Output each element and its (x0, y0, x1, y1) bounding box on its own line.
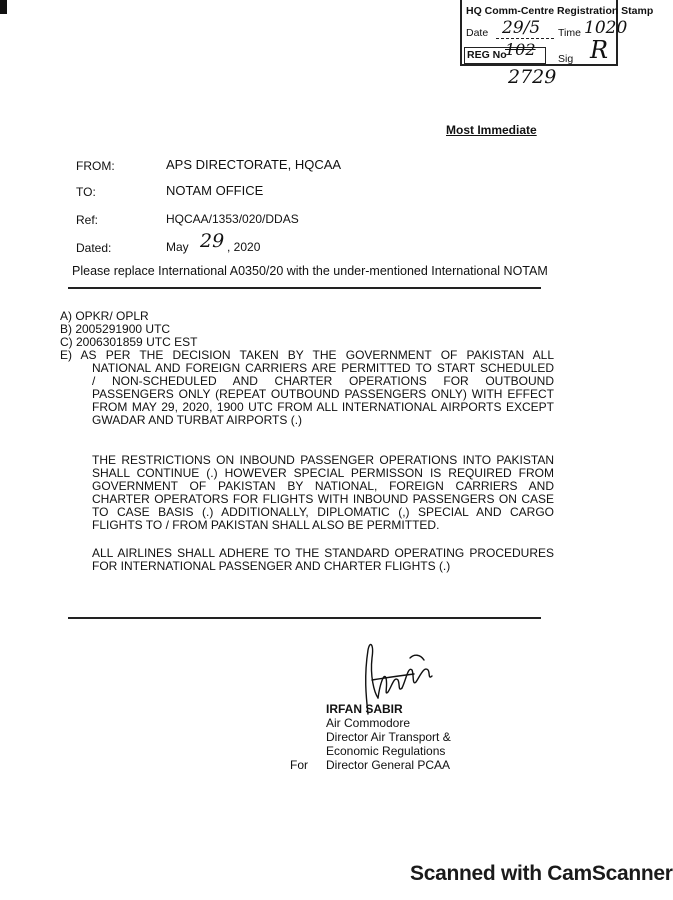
stamp-date-line (496, 38, 554, 39)
notam-paragraph-line: TO CASE BASIS (.) ADDITIONALLY, DIPLOMATIC (,) SPECIAL AND CARGO (92, 505, 554, 519)
stamp-time-label: Time (558, 27, 581, 39)
notam-paragraph-sop (92, 547, 554, 573)
notam-paragraph-line: ALL AIRLINES SHALL ADHERE TO THE STANDARD OPERATING PROCEDURES (92, 546, 554, 560)
priority-label: Most Immediate (446, 123, 537, 137)
signatory-for-label: For (290, 758, 308, 772)
signatory-title-line: Economic Regulations (326, 744, 446, 758)
stamp-date-label: Date (466, 27, 489, 39)
notam-item-e-line: FROM MAY 29, 2020, 1900 UTC FROM ALL INTERNATIONAL AIRPORTS EXCEPT (92, 400, 554, 414)
to-label: TO: (76, 185, 96, 199)
stamp-reg-value: 102 (505, 40, 536, 59)
notam-paragraph-line: FOR INTERNATIONAL PASSENGER AND CHARTER FLIGHTS (.) (92, 559, 451, 573)
stamp-date-value: 29/5 (502, 18, 541, 38)
registration-stamp (460, 0, 654, 66)
notam-item-b: B) 2005291900 UTC (60, 322, 171, 336)
notam-body (60, 310, 554, 573)
stamp-sig-label: Sig (558, 53, 574, 65)
notam-item-e-line: GWADAR AND TURBAT AIRPORTS (.) (92, 413, 303, 427)
dated-day-handwritten: 29 (200, 230, 225, 252)
notam-paragraph-line: GOVERNMENT OF PAKISTAN BY NATIONAL, FOREIGN CARRIERS AND (92, 479, 554, 493)
notam-item-e-line: E) AS PER THE DECISION TAKEN BY THE GOVERNMENT OF PAKISTAN ALL (60, 348, 554, 362)
dated-year: , 2020 (227, 240, 261, 254)
stamp-title: HQ Comm-Centre Registration Stamp (466, 5, 654, 17)
from-label: FROM: (76, 159, 115, 173)
from-value: APS DIRECTORATE, HQCAA (166, 157, 342, 172)
stamp-time-value: 1020 (584, 18, 628, 38)
notam-item-e (60, 349, 554, 427)
divider-bottom (68, 617, 541, 619)
handwritten-reg-number: 2729 (508, 66, 557, 88)
dated-month: May (166, 240, 189, 254)
ref-label: Ref: (76, 213, 99, 227)
notam-paragraph-line: CHARTER OPERATORS FOR FLIGHTS WITH INBOUND PASSENGERS ON CASE (92, 492, 554, 506)
stamp-reg-label: REG No (467, 49, 507, 61)
to-value: NOTAM OFFICE (166, 183, 264, 198)
notam-paragraph-line: SHALL CONTINUE (.) HOWEVER SPECIAL PERMISSON IS REQUIRED FROM (92, 466, 554, 480)
signatory-title-line: Director General PCAA (326, 758, 451, 772)
notam-item-e-line: NATIONAL AND FOREIGN CARRIERS ARE PERMITTED TO START SCHEDULED (92, 361, 554, 375)
divider-top (68, 287, 541, 289)
signatory-name: IRFAN SABIR (326, 702, 403, 716)
ref-value: HQCAA/1353/020/DDAS (166, 212, 299, 226)
notam-paragraph-line: FLIGHTS TO / FROM PAKISTAN SHALL ALSO BE PERMITTED. (92, 518, 440, 532)
replace-instruction: Please replace International A0350/20 with the under-mentioned International NOTAM (72, 264, 548, 278)
notam-paragraph-inbound (92, 454, 554, 532)
stamp-sig-value: R (590, 36, 609, 64)
dated-label: Dated: (76, 241, 112, 255)
notam-paragraph-line: THE RESTRICTIONS ON INBOUND PASSENGER OPERATIONS INTO PAKISTAN (92, 453, 554, 467)
notam-item-e-line: PASSENGERS ONLY (REPEAT OUTBOUND PASSENGERS ONLY) WITH EFFECT (92, 387, 554, 401)
signatory-title-line: Director Air Transport & (326, 730, 451, 744)
notam-item-e-line: / NON-SCHEDULED AND CHARTER OPERATIONS FOR OUTBOUND (92, 374, 554, 388)
scanner-watermark: Scanned with CamScanner (410, 862, 673, 885)
notam-item-a: A) OPKR/ OPLR (60, 309, 149, 323)
notam-item-c: C) 2006301859 UTC EST (60, 335, 198, 349)
signatory-rank: Air Commodore (326, 716, 411, 730)
corner-scan-mark (0, 0, 7, 14)
